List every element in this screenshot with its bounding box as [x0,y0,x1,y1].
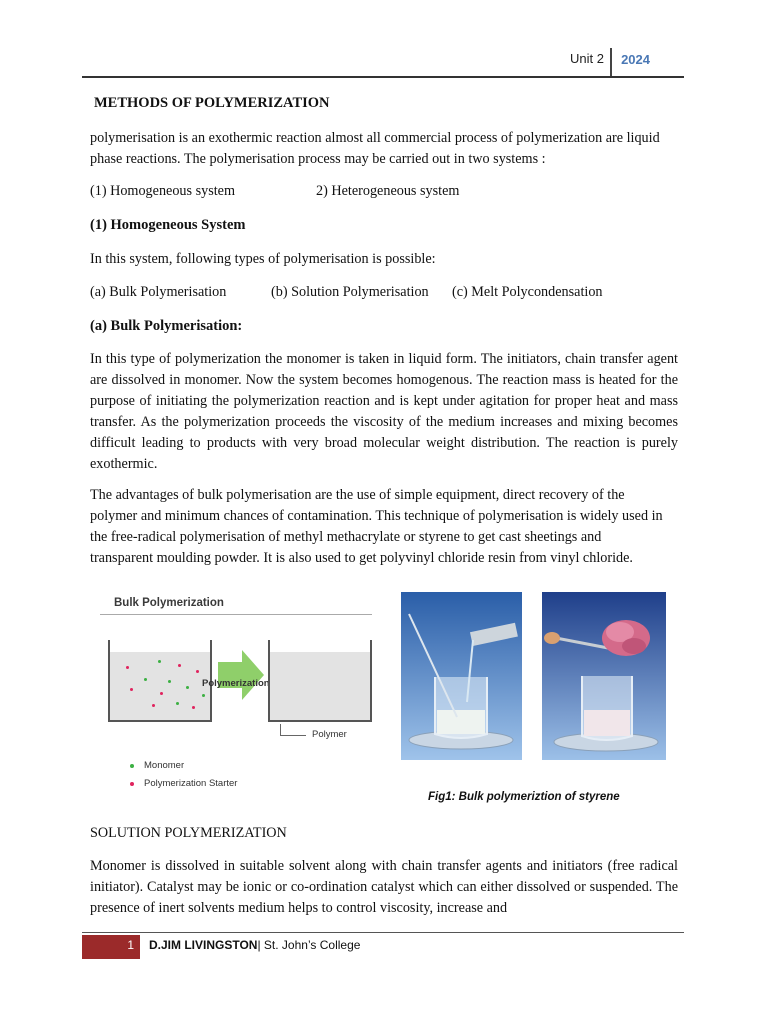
system-option-1: (1) Homogeneous system [90,183,236,199]
page-number: 1 [127,938,134,952]
starter-dot [178,664,181,667]
monomer-dot [158,660,161,663]
figure-caption: Fig1: Bulk polymeriztion of styrene [428,791,620,803]
monomer-dot [176,702,179,705]
monomer-dot [186,686,189,689]
bulk-paragraph-2: The advantages of bulk polymerisation are the use of simple equipment, direct recovery of the polymer and minimum chances of contamination. This technique of polymerisation is widely used in the free-radical polymerisation of methyl methacrylate or styrene to get cast sheetings and transparent moulding powder. It is also used to get polyvinyl chloride resin from vinyl chloride. [90,487,663,566]
starter-dot [126,666,129,669]
bulk-polymerization-diagram [92,592,382,802]
monomer-beaker [108,640,212,722]
diagram-title-rule [100,614,372,615]
polymer-beaker [268,640,372,722]
footer-college: | St. John’s College [257,938,361,952]
legend-monomer-dot [130,764,134,768]
system-option-2: 2) Heterogeneous system [316,183,460,199]
footer-credit [149,938,360,952]
bulk-heading: (a) Bulk Polymerisation: [90,318,243,334]
polymer-liquid [270,652,370,720]
header-year: 2024 [621,52,650,67]
footer-page-box [82,935,140,959]
bulk-paragraph-1: In this type of polymerization the monomer is taken in liquid form. The initiators, chain transfer agent are dissolved in monomer. Now the system becomes homogenous. The reaction mass is heated for the purpose of initiating the polymerization reaction and is kept under agitation for proper heat and mass transfer. As the polymerization proceeds the viscosity of the medium increases and mixing becomes difficult leading to products with very broad molecular weight distribution. The reaction is purely exothermic. [90,351,678,472]
monomer-dot [144,678,147,681]
starter-dot [130,688,133,691]
type-melt: (c) Melt Polycondensation [452,284,603,300]
type-solution: (b) Solution Polymerisation [271,284,429,300]
polymer-label: Polymer [312,729,347,740]
footer-rule [82,932,684,933]
arrow-label: Polymerization [202,678,270,689]
styrene-pour-illustration [401,592,522,760]
page-header [82,48,684,78]
starter-dot [192,706,195,709]
starter-dot [160,692,163,695]
solution-paragraph: Monomer is dissolved in suitable solvent along with chain transfer agents and initiators (free radical initiator). Catalyst may be ionic or co-ordination catalyst which can either dissolved or suspended. The presence of inert solvents medium helps to control viscosity, increase and [90,858,678,916]
intro-paragraph: polymerisation is an exothermic reaction almost all commercial process of polymerization are liquid phase reactions. The polymerisation process may be carried out in two systems : [90,130,660,167]
legend-monomer: Monomer [144,760,185,771]
page-title: METHODS OF POLYMERIZATION [94,95,330,111]
process-arrow-head [242,650,264,700]
polystyrene-mass-illustration [542,592,666,760]
solution-heading: SOLUTION POLYMERIZATION [90,825,287,841]
type-bulk: (a) Bulk Polymerisation [90,284,227,300]
header-rule [82,76,684,78]
polymer-leader-h [280,735,306,736]
legend-starter: Polymerization Starter [144,778,238,789]
monomer-dot [168,680,171,683]
styrene-pour-photo [401,592,522,760]
header-unit: Unit 2 [570,51,604,66]
footer-author: D.JIM LIVINGSTON [149,938,258,952]
homogeneous-heading: (1) Homogeneous System [90,217,246,233]
starter-dot [196,670,199,673]
diagram-title: Bulk Polymerization [114,597,224,609]
homogeneous-lead: In this system, following types of polymerisation is possible: [90,251,436,267]
header-divider [610,48,612,76]
polystyrene-mass-photo [542,592,666,760]
monomer-dot [202,694,205,697]
starter-dot [152,704,155,707]
legend-starter-dot [130,782,134,786]
